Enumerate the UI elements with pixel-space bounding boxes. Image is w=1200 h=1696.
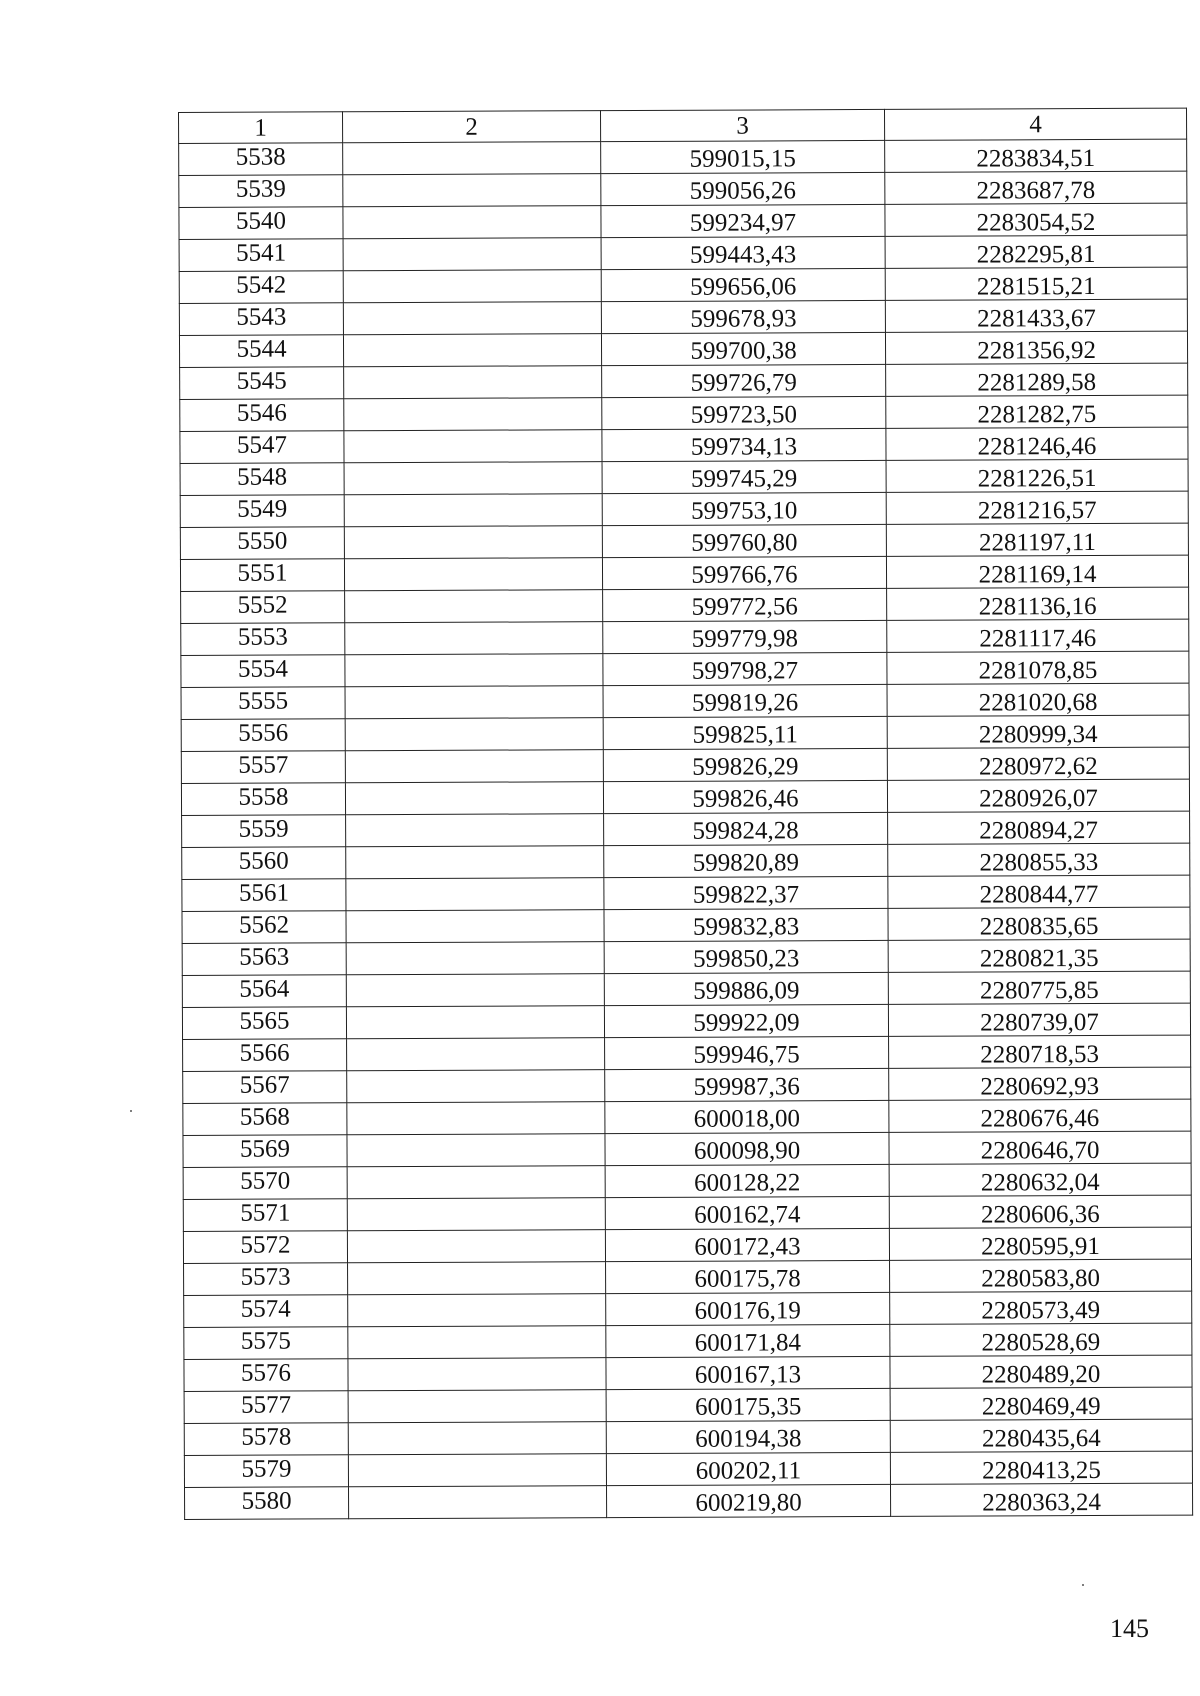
x-coordinate-cell: 599700,38 — [601, 333, 885, 366]
point-number-cell: 5576 — [184, 1359, 348, 1392]
description-cell — [344, 366, 602, 399]
description-cell — [346, 974, 604, 1007]
point-number-cell: 5543 — [179, 303, 343, 336]
table-row — [179, 267, 1187, 303]
x-coordinate-cell: 599745,29 — [602, 461, 886, 494]
description-cell — [345, 590, 603, 623]
y-coordinate-cell: 2280926,07 — [887, 779, 1189, 812]
coordinate-table — [178, 108, 1193, 1521]
x-coordinate-cell: 599234,97 — [601, 205, 885, 238]
table-row — [179, 299, 1187, 335]
point-number-cell: 5562 — [182, 911, 346, 944]
y-coordinate-cell: 2280775,85 — [888, 971, 1190, 1004]
description-cell — [343, 238, 601, 271]
description-cell — [345, 622, 603, 655]
x-coordinate-cell: 599772,56 — [603, 589, 887, 622]
description-cell — [348, 1454, 606, 1487]
y-coordinate-cell: 2281216,57 — [886, 491, 1188, 524]
table-row — [183, 1195, 1191, 1231]
point-number-cell: 5538 — [179, 143, 343, 176]
description-cell — [344, 526, 602, 559]
table-row — [179, 203, 1187, 239]
description-cell — [347, 1134, 605, 1167]
point-number-cell: 5552 — [181, 591, 345, 624]
x-coordinate-cell: 600171,84 — [606, 1325, 890, 1358]
point-number-cell: 5546 — [180, 399, 344, 432]
table-row — [182, 939, 1190, 975]
point-number-cell: 5554 — [181, 655, 345, 688]
point-number-cell: 5560 — [182, 847, 346, 880]
description-cell — [347, 1038, 605, 1071]
point-number-cell: 5580 — [185, 1487, 349, 1520]
y-coordinate-cell: 2280489,20 — [890, 1355, 1192, 1388]
table-row — [182, 907, 1190, 943]
scan-speck — [1082, 1584, 1084, 1586]
x-coordinate-cell: 599015,15 — [601, 141, 885, 174]
point-number-cell: 5579 — [184, 1455, 348, 1488]
x-coordinate-cell: 599779,98 — [603, 621, 887, 654]
point-number-cell: 5559 — [182, 815, 346, 848]
x-coordinate-cell: 600167,13 — [606, 1357, 890, 1390]
point-number-cell: 5574 — [184, 1295, 348, 1328]
description-cell — [345, 782, 603, 815]
x-coordinate-cell: 600175,35 — [606, 1389, 890, 1422]
point-number-cell: 5561 — [182, 879, 346, 912]
y-coordinate-cell: 2281515,21 — [885, 267, 1187, 300]
point-number-cell: 5558 — [181, 783, 345, 816]
x-coordinate-cell: 599886,09 — [604, 973, 888, 1006]
table-header-row — [179, 108, 1187, 144]
x-coordinate-cell: 600194,38 — [606, 1421, 890, 1454]
table-row — [184, 1323, 1192, 1359]
x-coordinate-cell: 599820,89 — [604, 845, 888, 878]
table-row — [181, 619, 1189, 655]
description-cell — [344, 494, 602, 527]
x-coordinate-cell: 599753,10 — [602, 493, 886, 526]
description-cell — [345, 654, 603, 687]
x-coordinate-cell: 599850,23 — [604, 941, 888, 974]
table-row — [179, 139, 1187, 175]
table-row — [184, 1419, 1192, 1455]
x-coordinate-cell: 599723,50 — [602, 397, 886, 430]
table-row — [181, 747, 1189, 783]
description-cell — [345, 718, 603, 751]
point-number-cell: 5575 — [184, 1327, 348, 1360]
description-cell — [346, 1006, 604, 1039]
x-coordinate-cell: 600128,22 — [605, 1165, 889, 1198]
point-number-cell: 5571 — [183, 1199, 347, 1232]
x-coordinate-cell: 599056,26 — [601, 173, 885, 206]
column-header-2: 2 — [343, 111, 601, 143]
y-coordinate-cell: 2281246,46 — [886, 427, 1188, 460]
description-cell — [346, 814, 604, 847]
column-header-4: 4 — [884, 108, 1186, 141]
table-row — [179, 235, 1187, 271]
x-coordinate-cell: 599832,83 — [604, 909, 888, 942]
description-cell — [343, 142, 601, 175]
x-coordinate-cell: 599798,27 — [603, 653, 887, 686]
table-row — [184, 1291, 1192, 1327]
y-coordinate-cell: 2280469,49 — [890, 1387, 1192, 1420]
y-coordinate-cell: 2281078,85 — [887, 651, 1189, 684]
table-row — [184, 1451, 1192, 1487]
table-row — [180, 523, 1188, 559]
x-coordinate-cell: 599826,29 — [603, 749, 887, 782]
y-coordinate-cell: 2281226,51 — [886, 459, 1188, 492]
table-row — [183, 1035, 1191, 1071]
y-coordinate-cell: 2281020,68 — [887, 683, 1189, 716]
description-cell — [347, 1230, 605, 1263]
y-coordinate-cell: 2280528,69 — [890, 1323, 1192, 1356]
table-body — [179, 139, 1193, 1519]
y-coordinate-cell: 2280739,07 — [888, 1003, 1190, 1036]
description-cell — [347, 1166, 605, 1199]
point-number-cell: 5547 — [180, 431, 344, 464]
x-coordinate-cell: 599766,76 — [602, 557, 886, 590]
description-cell — [346, 910, 604, 943]
table-row — [180, 363, 1188, 399]
x-coordinate-cell: 600202,11 — [606, 1453, 890, 1486]
y-coordinate-cell: 2280632,04 — [889, 1163, 1191, 1196]
y-coordinate-cell: 2280363,24 — [890, 1483, 1192, 1516]
table-row — [183, 1099, 1191, 1135]
table-row — [180, 395, 1188, 431]
y-coordinate-cell: 2281117,46 — [887, 619, 1189, 652]
x-coordinate-cell: 599819,26 — [603, 685, 887, 718]
description-cell — [343, 174, 601, 207]
description-cell — [348, 1422, 606, 1455]
point-number-cell: 5540 — [179, 207, 343, 240]
point-number-cell: 5539 — [179, 175, 343, 208]
point-number-cell: 5572 — [183, 1231, 347, 1264]
y-coordinate-cell: 2280855,33 — [888, 843, 1190, 876]
point-number-cell: 5548 — [180, 463, 344, 496]
point-number-cell: 5542 — [179, 271, 343, 304]
table-row — [180, 459, 1188, 495]
point-number-cell: 5553 — [181, 623, 345, 656]
x-coordinate-cell: 600098,90 — [605, 1133, 889, 1166]
description-cell — [347, 1070, 605, 1103]
table-row — [181, 651, 1189, 687]
y-coordinate-cell: 2281433,67 — [885, 299, 1187, 332]
table-row — [182, 843, 1190, 879]
x-coordinate-cell: 599987,36 — [605, 1069, 889, 1102]
table-row — [183, 1163, 1191, 1199]
description-cell — [348, 1358, 606, 1391]
point-number-cell: 5549 — [180, 495, 344, 528]
table-row — [183, 1131, 1191, 1167]
x-coordinate-cell: 599678,93 — [601, 301, 885, 334]
table-row — [181, 683, 1189, 719]
y-coordinate-cell: 2280676,46 — [889, 1099, 1191, 1132]
column-header-3: 3 — [600, 109, 884, 141]
x-coordinate-cell: 599826,46 — [603, 781, 887, 814]
description-cell — [344, 558, 602, 591]
y-coordinate-cell: 2283054,52 — [885, 203, 1187, 236]
y-coordinate-cell: 2283834,51 — [885, 139, 1187, 172]
description-cell — [345, 750, 603, 783]
table-row — [184, 1355, 1192, 1391]
y-coordinate-cell: 2281136,16 — [887, 587, 1189, 620]
point-number-cell: 5578 — [184, 1423, 348, 1456]
table-row — [181, 779, 1189, 815]
description-cell — [348, 1326, 606, 1359]
y-coordinate-cell: 2280972,62 — [887, 747, 1189, 780]
x-coordinate-cell: 600018,00 — [605, 1101, 889, 1134]
y-coordinate-cell: 2281169,14 — [886, 555, 1188, 588]
description-cell — [344, 398, 602, 431]
table-row — [183, 1227, 1191, 1263]
y-coordinate-cell: 2280844,77 — [888, 875, 1190, 908]
description-cell — [348, 1262, 606, 1295]
y-coordinate-cell: 2281282,75 — [886, 395, 1188, 428]
y-coordinate-cell: 2281197,11 — [886, 523, 1188, 556]
y-coordinate-cell: 2281289,58 — [886, 363, 1188, 396]
table-row — [184, 1259, 1192, 1295]
x-coordinate-cell: 599726,79 — [602, 365, 886, 398]
x-coordinate-cell: 600219,80 — [606, 1485, 890, 1518]
table-row — [181, 587, 1189, 623]
y-coordinate-cell: 2280413,25 — [890, 1451, 1192, 1484]
point-number-cell: 5541 — [179, 239, 343, 272]
y-coordinate-cell: 2280595,91 — [889, 1227, 1191, 1260]
y-coordinate-cell: 2282295,81 — [885, 235, 1187, 268]
description-cell — [348, 1294, 606, 1327]
x-coordinate-cell: 599734,13 — [602, 429, 886, 462]
x-coordinate-cell: 599824,28 — [604, 813, 888, 846]
point-number-cell: 5570 — [183, 1167, 347, 1200]
table-row — [185, 1483, 1193, 1519]
y-coordinate-cell: 2280821,35 — [888, 939, 1190, 972]
column-header-1: 1 — [179, 112, 343, 144]
table-row — [179, 331, 1187, 367]
x-coordinate-cell: 600176,19 — [606, 1293, 890, 1326]
x-coordinate-cell: 600162,74 — [605, 1197, 889, 1230]
table-row — [182, 811, 1190, 847]
point-number-cell: 5569 — [183, 1135, 347, 1168]
point-number-cell: 5567 — [183, 1071, 347, 1104]
x-coordinate-cell: 599822,37 — [604, 877, 888, 910]
y-coordinate-cell: 2280718,53 — [889, 1035, 1191, 1068]
point-number-cell: 5565 — [182, 1007, 346, 1040]
description-cell — [343, 334, 601, 367]
x-coordinate-cell: 599922,09 — [604, 1005, 888, 1038]
description-cell — [349, 1486, 607, 1519]
y-coordinate-cell: 2280894,27 — [888, 811, 1190, 844]
y-coordinate-cell: 2280583,80 — [890, 1259, 1192, 1292]
table-row — [180, 555, 1188, 591]
point-number-cell: 5544 — [179, 335, 343, 368]
description-cell — [346, 846, 604, 879]
x-coordinate-cell: 599443,43 — [601, 237, 885, 270]
description-cell — [346, 878, 604, 911]
x-coordinate-cell: 599760,80 — [602, 525, 886, 558]
table-row — [180, 427, 1188, 463]
point-number-cell: 5545 — [180, 367, 344, 400]
y-coordinate-cell: 2280573,49 — [890, 1291, 1192, 1324]
point-number-cell: 5566 — [183, 1039, 347, 1072]
page-number: 145 — [1110, 1614, 1149, 1643]
point-number-cell: 5568 — [183, 1103, 347, 1136]
x-coordinate-cell: 600172,43 — [605, 1229, 889, 1262]
point-number-cell: 5563 — [182, 943, 346, 976]
point-number-cell: 5556 — [181, 719, 345, 752]
table-row — [182, 971, 1190, 1007]
point-number-cell: 5551 — [180, 559, 344, 592]
point-number-cell: 5555 — [181, 687, 345, 720]
x-coordinate-cell: 599946,75 — [605, 1037, 889, 1070]
y-coordinate-cell: 2280606,36 — [889, 1195, 1191, 1228]
description-cell — [344, 462, 602, 495]
point-number-cell: 5557 — [181, 751, 345, 784]
description-cell — [343, 270, 601, 303]
y-coordinate-cell: 2280999,34 — [887, 715, 1189, 748]
x-coordinate-cell: 599656,06 — [601, 269, 885, 302]
y-coordinate-cell: 2283687,78 — [885, 171, 1187, 204]
table-row — [179, 171, 1187, 207]
description-cell — [343, 206, 601, 239]
description-cell — [346, 942, 604, 975]
point-number-cell: 5550 — [180, 527, 344, 560]
y-coordinate-cell: 2280835,65 — [888, 907, 1190, 940]
description-cell — [343, 302, 601, 335]
table-row — [180, 491, 1188, 527]
table-row — [184, 1387, 1192, 1423]
y-coordinate-cell: 2280435,64 — [890, 1419, 1192, 1452]
table-row — [182, 1003, 1190, 1039]
scan-speck — [130, 1110, 132, 1112]
description-cell — [345, 686, 603, 719]
y-coordinate-cell: 2280692,93 — [889, 1067, 1191, 1100]
point-number-cell: 5573 — [184, 1263, 348, 1296]
point-number-cell: 5577 — [184, 1391, 348, 1424]
x-coordinate-cell: 599825,11 — [603, 717, 887, 750]
table-row — [182, 875, 1190, 911]
y-coordinate-cell: 2280646,70 — [889, 1131, 1191, 1164]
description-cell — [347, 1198, 605, 1231]
description-cell — [348, 1390, 606, 1423]
table-row — [183, 1067, 1191, 1103]
x-coordinate-cell: 600175,78 — [606, 1261, 890, 1294]
description-cell — [347, 1102, 605, 1135]
table-row — [181, 715, 1189, 751]
y-coordinate-cell: 2281356,92 — [885, 331, 1187, 364]
description-cell — [344, 430, 602, 463]
point-number-cell: 5564 — [182, 975, 346, 1008]
